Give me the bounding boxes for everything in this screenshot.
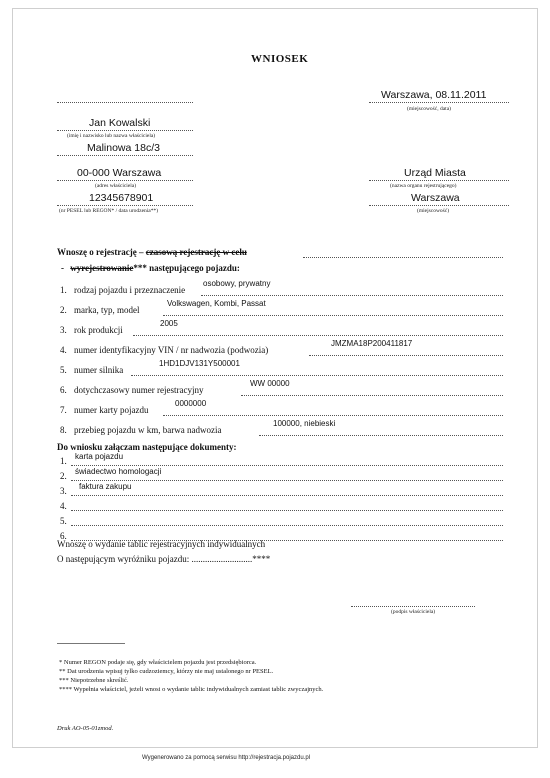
application-form-page	[12, 8, 538, 748]
item-7-number: 7.	[60, 405, 67, 415]
item-2-value[interactable]: Volkswagen, Kombi, Passat	[167, 299, 266, 308]
applicant-address-caption: (adres właściciela)	[95, 183, 137, 189]
applicant-street-line	[57, 155, 193, 156]
signature-line	[351, 606, 475, 607]
item-8-value[interactable]: 100000, niebieski	[273, 419, 336, 428]
item-3-label: rok produkcji	[74, 325, 123, 335]
item-1-line	[201, 295, 503, 296]
doc-4-number: 4.	[60, 501, 67, 511]
footnote-plates: **** Wypełnia właściciel, jeżeli wnosi o wydanie tablic indywidualnych zamiast tablic zwyczajnych.	[59, 686, 324, 693]
authority-name-line	[369, 180, 509, 181]
doc-1-number: 1.	[60, 456, 67, 466]
item-6-number: 6.	[60, 385, 67, 395]
doc-5-line	[71, 525, 503, 526]
item-1-label: rodzaj pojazdu i przeznaczenie	[74, 285, 186, 295]
item-5-line	[131, 375, 503, 376]
footnote-birthdate: ** Dat urodzenia wpisuj tylko cudzoziemcy, którzy nie maj ustalonego nr PESEL.	[59, 668, 274, 675]
authority-city[interactable]: Warszawa	[411, 192, 460, 204]
item-7-line	[163, 415, 503, 416]
item-5-label: numer silnika	[74, 365, 124, 375]
applicant-pesel[interactable]: 12345678901	[89, 192, 154, 204]
doc-2-value[interactable]: świadectwo homologacji	[75, 467, 162, 476]
applicant-city-line	[57, 180, 193, 181]
item-3-number: 3.	[60, 325, 67, 335]
doc-4-line	[71, 510, 503, 511]
item-1-value[interactable]: osobowy, prywatny	[203, 279, 271, 288]
item-6-value[interactable]: WW 00000	[250, 379, 290, 388]
item-2-line	[163, 315, 503, 316]
request-prefix: Wnoszę o rejestrację –	[57, 247, 144, 257]
request-struck-temporary: czasową rejestrację w celu	[145, 247, 247, 257]
item-6-line	[241, 395, 503, 396]
item-4-value[interactable]: JMZMA18P200411817	[331, 339, 413, 348]
item-7-value[interactable]: 0000000	[175, 399, 207, 408]
doc-6-number: 6.	[60, 531, 67, 541]
doc-2-number: 2.	[60, 471, 67, 481]
applicant-city[interactable]: 00-000 Warszawa	[77, 167, 162, 179]
item-6-label: dotychczasowy numer rejestracyjny	[74, 385, 204, 395]
place-date-value[interactable]: Warszawa, 08.11.2011	[381, 89, 487, 101]
authority-city-caption: (miejscowość)	[417, 208, 450, 214]
applicant-pesel-caption: (nr PESEL lub REGON* / data urodzenia**)	[59, 208, 159, 214]
item-5-value[interactable]: 1HD1DJV131Y500001	[159, 359, 240, 368]
item-1-number: 1.	[60, 285, 67, 295]
doc-1-value[interactable]: karta pojazdu	[75, 452, 124, 461]
request-struck-deregistration: wyrejestrowanie	[70, 263, 134, 273]
request-suffix: *** następującego pojazdu:	[133, 263, 240, 273]
plates-request-line: Wnoszę o wydanie tablic rejestracyjnych indywidualnych	[57, 539, 266, 549]
item-2-label: marka, typ, model	[74, 305, 140, 315]
place-date-line	[369, 102, 509, 103]
item-4-line	[309, 355, 503, 356]
doc-3-value[interactable]: faktura zakupu	[79, 482, 132, 491]
doc-3-number: 3.	[60, 486, 67, 496]
applicant-name[interactable]: Jan Kowalski	[89, 117, 151, 129]
footnote-strike: *** Niepotrzebne skreślić.	[59, 677, 129, 684]
applicant-street[interactable]: Malinowa 18c/3	[87, 142, 160, 154]
applicant-pesel-line	[57, 205, 193, 206]
item-5-number: 5.	[60, 365, 67, 375]
request-line-2	[61, 263, 240, 273]
footnote-regon: * Numer REGON podaje się, gdy właścicielem pojazdu jest przedsiębiorca.	[59, 659, 257, 666]
item-8-number: 8.	[60, 425, 67, 435]
signature-caption: (podpis właściciela)	[391, 609, 436, 615]
item-4-number: 4.	[60, 345, 67, 355]
authority-name[interactable]: Urząd Miasta	[404, 167, 466, 179]
item-7-label: numer karty pojazdu	[74, 405, 149, 415]
request-line-1	[57, 247, 247, 257]
doc-2-line	[71, 480, 503, 481]
request-line-1-dots	[303, 257, 503, 258]
doc-1-line	[71, 465, 503, 466]
authority-name-caption: (nazwa organu rejestrującego)	[390, 183, 457, 189]
documents-heading: Do wniosku załączam następujące dokumenty:	[57, 442, 237, 452]
item-4-label: numer identyfikacyjny VIN / nr nadwozia (podwozia)	[74, 345, 269, 355]
plates-distinguisher-line[interactable]: O następującym wyróżniku pojazdu: ...........................****	[57, 554, 271, 564]
request-dash: -	[61, 263, 64, 273]
footnote-separator	[57, 643, 125, 644]
doc-5-number: 5.	[60, 516, 67, 526]
place-date-caption: (miejscowość, data)	[407, 106, 451, 112]
item-8-label: przebieg pojazdu w km, barwa nadwozia	[74, 425, 222, 435]
form-title: WNIOSEK	[251, 53, 309, 65]
authority-city-line	[369, 205, 509, 206]
top-left-line	[57, 102, 193, 103]
doc-3-line	[71, 495, 503, 496]
generated-by-footer: Wygenerowano za pomocą serwisu http://rejestracja.pojazdu.pl	[142, 755, 311, 761]
item-3-line	[133, 335, 503, 336]
applicant-name-caption: (imię i nazwisko lub nazwa właściciela)	[67, 133, 156, 139]
item-3-value[interactable]: 2005	[160, 319, 178, 328]
form-code: Druk AO-05-01zmod.	[57, 725, 114, 732]
item-8-line	[259, 435, 503, 436]
item-2-number: 2.	[60, 305, 67, 315]
applicant-name-line	[57, 130, 193, 131]
